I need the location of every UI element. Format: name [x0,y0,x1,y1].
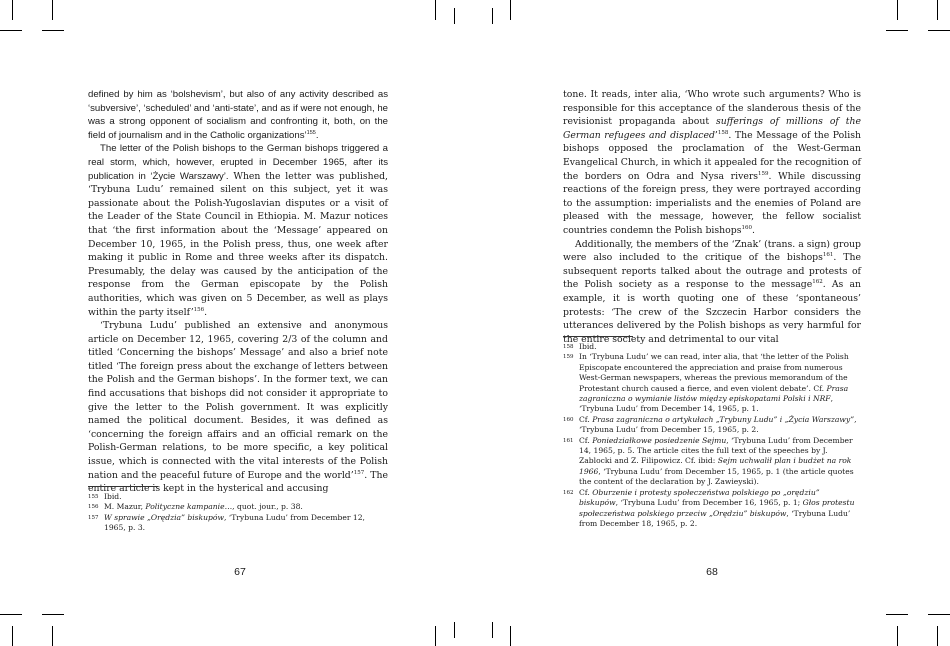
footnote-title: Polityczne kampanie… [145,502,233,512]
crop-mark [897,626,898,646]
paragraph-text: . While discussing reactions of the foreign press, they were portrayed according to the assumption: imperialists and the enemies of Poland are pleased with the message, however, the fellow socialist countries condemn the Polish bishops [563,170,861,236]
paragraph: The letter of the Polish bishops to the German bishops triggered a real storm, which, however, erupted in December 1965, after its publication in ‘Życie Warszawy’. When the letter was published, ‘Trybuna Ludu’ remained silent on this subject, yet it was passionate about the Polish-Yugoslavian disputes or a visit of the Leader of the State Council in Ethiopia. M. Mazur notices that ‘the first information about the ‘Message’ appeared on December 10, 1965, in the Polish press, thus, one week after making it public in Rome and three weeks after its dispatch. Presumably, the delay was caused by the anticipation of the response from the German episcopate by the Polish authorities, which was given on 5 December, as well as plays within the party itself’$^{156}$. [88,143,388,318]
paragraph: defined by him as ‘bolshevism’, but also of any activity described as ‘subversive’, ‘scheduled’ and ‘anti-state’, and as if were not enough, he was a strong opponent of socialism and confronting it, both, on the field of journalism and in the Catholic organizations’$^{155}$. [88,89,388,141]
footnote-title: Prasa zagraniczna o artykułach „Trybuny Ludu” i „Życia Warszawy” [592,414,855,424]
right-body-text [563,88,861,346]
footnote [88,492,386,502]
footnote-text: Ibid. [579,342,597,351]
footnote-ref[interactable]: 156 [193,306,205,313]
crop-mark [0,614,22,615]
page-number: 68 [706,566,718,578]
paragraph-text: . The Message of the Polish bishops opposed the proclamation of the West-German Evangelical Church, in which it appealed for the recognition of the borders on Odra and Nysa rivers [563,129,861,182]
crop-mark [42,614,64,615]
footnote-number: 155 [88,494,99,500]
crop-mark [897,0,898,20]
footnote-text: , quot. jour., p. 38. [232,502,303,512]
footnote [563,342,861,352]
paragraph-text: . The entire article is kept in the hysterical and accusing [88,469,388,495]
footnote-title: Poniedziałkowe posiedzenie Sejmu [592,435,727,445]
footnote-ref[interactable]: 155 [306,129,316,136]
page-number: 67 [234,566,246,578]
footnote [563,415,861,436]
paragraph [563,238,861,347]
footnote-text: M. Mazur, [104,502,146,512]
footnote-number: 159 [563,354,574,361]
footnote-title: W sprawie „Orędzia” biskupów [104,512,224,522]
paragraph-text: . [751,224,755,236]
paragraph-text: The letter of the Polish bishops to the German bishops triggered a real storm, which, however, erupted in December 1965, after its publication in ‘Życie Warszawy’. [88,143,388,182]
footnote-title: Głos protestu społeczeństwa polskiego przeciw „Orędziu” biskupów [579,498,855,518]
crop-mark [52,626,53,646]
crop-mark [454,8,455,24]
footnote [563,436,861,488]
paragraph-text: . As an example, it is worth quoting one of these ‘spontaneous’ protests: ‘The crew of the Szczecin Harbor considers the utterances delivered by the Polish bishops as very harmful for the entire society and detrimental to our vital [563,279,861,345]
paragraph [88,319,388,496]
footnote-text [579,488,861,530]
paragraph-text: ’ [714,129,718,141]
footnote-divider [88,486,158,487]
footnote-title: Prasa zagraniczna o wymianie listów między episkopatami Polski i NRF [579,383,849,404]
footnote-text [579,436,861,488]
footnote [88,513,386,534]
footnote-ref[interactable]: 157 [353,469,365,476]
paragraph-text: tone. It reads, inter alia, ‘Who wrote such arguments? Who is responsible for this acceptance of the slanderous thesis of the revisionist propaganda about [563,89,861,128]
footnote-text: Cf. [579,487,593,497]
crop-mark [937,626,938,646]
left-body-text [88,88,388,496]
footnote-number: 158 [563,344,574,350]
crop-mark [510,0,511,20]
crop-mark [12,626,13,646]
paragraph-text: When the letter was published, ‘Trybuna Ludu’ remained silent on this subject, yet it was passionate about the Polish-Yugoslavian disputes or a visit of the Leader of the State Council in Ethiopia. M. Mazur notices that ‘the first information about the ‘Message’ appeared on December 10, 1965, in the Polish press, thus, one week after making it public in Rome and three weeks after its dispatch. Presumably, the delay was caused by the anticipation of the response from the German episcopate by the Polish authorities, which was given on 5 December, as well as plays within the party itself’ [88,170,388,318]
footnote-text: , ‘Trybuna Ludu’ from December 14, 1965, p. 1. [579,394,833,414]
crop-mark [52,0,53,20]
footnote-text [104,513,386,534]
footnote-number: 161 [563,437,574,444]
crop-mark [42,30,64,31]
crop-mark [510,626,511,646]
paragraph-text: ‘Trybuna Ludu’ published an extensive and anonymous article on December 12, 1965, covering 2/3 of the column and titled ‘Concerning the bishops’ Message’ and also a brief note titled ‘The foreign press about the exchange of letters between the Polish and the German bishops’. In the former text, we can find accusations that bishops did not consider it appropriate to give the letter to the Polish government. It was explicitly named the political document. Besides, it was defined as ‘concerning the foreign affairs and an official remark on the Polish-German relations, to be more specific, a key political issue, which is connected with the vital interests of the Polish nation and the peaceful future of Europe and the world’ [88,320,388,481]
paragraph-text: . The subsequent reports talked about the outrage and protests of the Polish society as a response to the message [563,252,861,291]
footnote-ref[interactable]: 158 [717,129,729,136]
footnote-text: , ‘Trybuna Ludu’ from December 14, 1965, p. 5. The article cites the full text of the speeches by J. Zablocki and Z. Filipowicz. Cf. ibid: [579,435,853,466]
crop-mark [12,0,13,20]
footnote-text [104,502,386,512]
crop-mark [886,30,908,31]
crop-mark [454,622,455,638]
crop-mark [435,626,436,646]
right-footnotes [563,336,861,529]
footnote-ref[interactable]: 161 [822,252,834,259]
crop-mark [886,614,908,615]
left-page [88,88,388,496]
crop-mark [928,30,950,31]
footnote-text: , ‘Trybuna Ludu’ from December 15, 1965, p. 2. [579,414,857,435]
crop-mark [0,30,22,31]
footnote-number: 157 [88,514,99,521]
footnote [563,352,861,414]
crop-mark [492,622,493,638]
footnote-text: In ‘Trybuna Ludu’ we can read, inter alia, that ‘the letter of the Polish Episcopate encountered the appreciation and praise from numerous West-German newspapers, whereas the previous memorandum of the Protestant church caused a fierce, and even violent debate’. Cf. [579,352,849,393]
footnote-ref[interactable]: 160 [741,224,752,231]
quoted-phrase: sufferings of millions of the German refugees and displaced [563,116,861,141]
paragraph-text: defined by him as ‘bolshevism’, but also of any activity described as ‘subversive’, ‘scheduled’ and ‘anti-state’, and as if were not enough, he was a strong opponent of socialism and confronting it, both, on the field of journalism and in the Catholic organizations’ [88,89,388,141]
paragraph [563,88,861,238]
crop-mark [937,0,938,20]
footnote-number: 160 [563,416,574,423]
footnote-text: Ibid. [104,492,122,501]
right-page [563,88,861,346]
left-footnotes [88,486,386,534]
footnote-text [579,352,861,414]
footnote-number: 156 [88,504,99,511]
footnote-number: 162 [563,489,574,496]
footnote-text: , ‘Trybuna Ludu’ from December 18, 1965, p. 2. [579,508,851,528]
footnote-text [579,415,861,436]
crop-mark [928,614,950,615]
crop-mark [492,8,493,24]
footnote-text: , ‘Trybuna Ludu’ from December 15, 1965, p. 1 (the article quotes the content of the declaration by J. Zawieyski). [579,466,854,487]
footnote [88,502,386,512]
footnote-title: Oburzenie i protesty społeczeństwa polskiego po „orędziu” biskupów [579,487,820,508]
paragraph-text: Additionally, the members of the ‘Znak’ (trans. a sign) group were also included to the critique of the bishops [563,238,861,264]
crop-mark [435,0,436,20]
footnote-ref[interactable]: 162 [812,279,823,286]
footnote [563,488,861,530]
footnote-text: , ‘Trybuna Ludu’ from December 16, 1965, p. 1; [615,498,803,508]
footnote-text: Cf. [579,435,593,445]
footnote-divider [563,336,633,337]
footnote-ref[interactable]: 159 [758,170,769,177]
footnote-text: Cf. [579,414,593,424]
footnote-text: , ‘Trybuna Ludu’ from December 12, 1965, p. 3. [104,512,365,533]
footnote-title: Sejm uchwalił plan i budżet na rok 1966 [579,456,852,476]
